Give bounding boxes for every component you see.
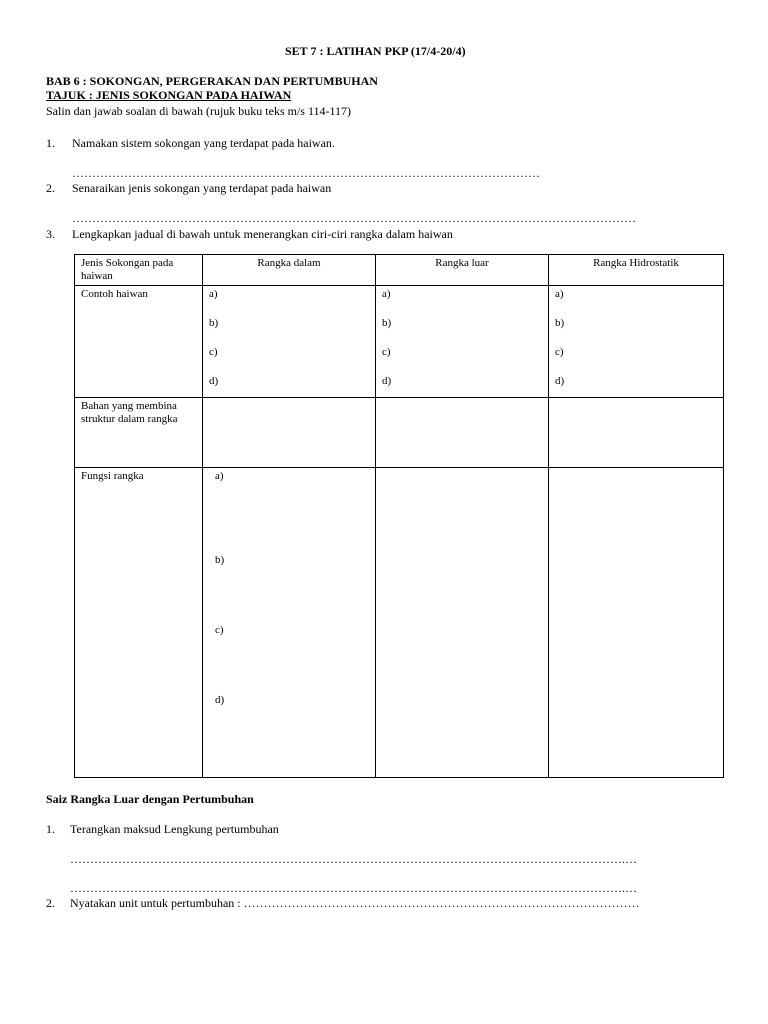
section2-q1-answer-line-1[interactable]: ………………………………………………………………………………………………………………………….… (70, 852, 637, 866)
section2-q1-text: Terangkan maksud Lengkung pertumbuhan (70, 822, 279, 836)
option-b: b) (209, 317, 219, 329)
option-d: d) (555, 375, 565, 387)
row-label-example: Contoh haiwan (75, 286, 203, 398)
cell-material-exoskeleton[interactable] (376, 398, 549, 468)
cell-function-exoskeleton[interactable] (376, 468, 549, 778)
question-2-answer-line[interactable]: …………………………………………………………………………………………………………………………… (72, 211, 636, 225)
cell-function-hydrostatic[interactable] (549, 468, 724, 778)
row-label-material: Bahan yang membina struktur dalam rangka (75, 398, 203, 468)
question-3-text: Lengkapkan jadual di bawah untuk menerangkan ciri-ciri rangka dalam haiwan (72, 227, 453, 241)
section2-q2-text[interactable]: Nyatakan unit untuk pertumbuhan : ……………………………………………………………………………………… (70, 896, 640, 910)
section2-q2-number: 2. (46, 896, 55, 910)
option-b: b) (555, 317, 565, 329)
row-label-function: Fungsi rangka (75, 468, 203, 778)
option-c: c) (209, 346, 218, 358)
question-1-answer-line[interactable]: ……………………………………………………………………………………………………… (72, 166, 540, 180)
option-d: d) (382, 375, 392, 387)
question-2-number: 2. (46, 181, 55, 195)
header-support-type: Jenis Sokongan pada haiwan (75, 255, 203, 286)
cell-example-exoskeleton[interactable] (376, 286, 549, 398)
set-title: SET 7 : LATIHAN PKP (17/4-20/4) (285, 44, 466, 58)
chapter-title: BAB 6 : SOKONGAN, PERGERAKAN DAN PERTUMBUHAN (46, 74, 378, 88)
option-a: a) (215, 470, 224, 482)
header-hydrostatic: Rangka Hidrostatik (549, 255, 724, 286)
option-a: a) (382, 288, 391, 300)
option-c: c) (215, 624, 224, 636)
cell-example-endoskeleton[interactable] (203, 286, 376, 398)
question-3-number: 3. (46, 227, 55, 241)
option-d: d) (209, 375, 219, 387)
option-b: b) (215, 554, 225, 566)
skeleton-table (74, 254, 724, 778)
instruction-text: Salin dan jawab soalan di bawah (rujuk buku teks m/s 114-117) (46, 104, 352, 118)
header-endoskeleton: Rangka dalam (203, 255, 376, 286)
option-a: a) (209, 288, 218, 300)
cell-example-hydrostatic[interactable] (549, 286, 724, 398)
section2-title: Saiz Rangka Luar dengan Pertumbuhan (46, 792, 254, 806)
topic-title: TAJUK : JENIS SOKONGAN PADA HAIWAN (46, 88, 292, 102)
section2-q1-answer-line-2[interactable]: ………………………………………………………………………………………………………………………….… (70, 881, 637, 895)
option-c: c) (382, 346, 391, 358)
option-b: b) (382, 317, 392, 329)
question-1-text: Namakan sistem sokongan yang terdapat pada haiwan. (72, 136, 335, 150)
cell-material-endoskeleton[interactable] (203, 398, 376, 468)
cell-function-endoskeleton[interactable] (203, 468, 376, 778)
cell-material-hydrostatic[interactable] (549, 398, 724, 468)
header-exoskeleton: Rangka luar (376, 255, 549, 286)
section2-q1-number: 1. (46, 822, 55, 836)
option-a: a) (555, 288, 564, 300)
option-c: c) (555, 346, 564, 358)
question-1-number: 1. (46, 136, 55, 150)
question-2-text: Senaraikan jenis sokongan yang terdapat pada haiwan (72, 181, 332, 195)
option-d: d) (215, 694, 225, 706)
